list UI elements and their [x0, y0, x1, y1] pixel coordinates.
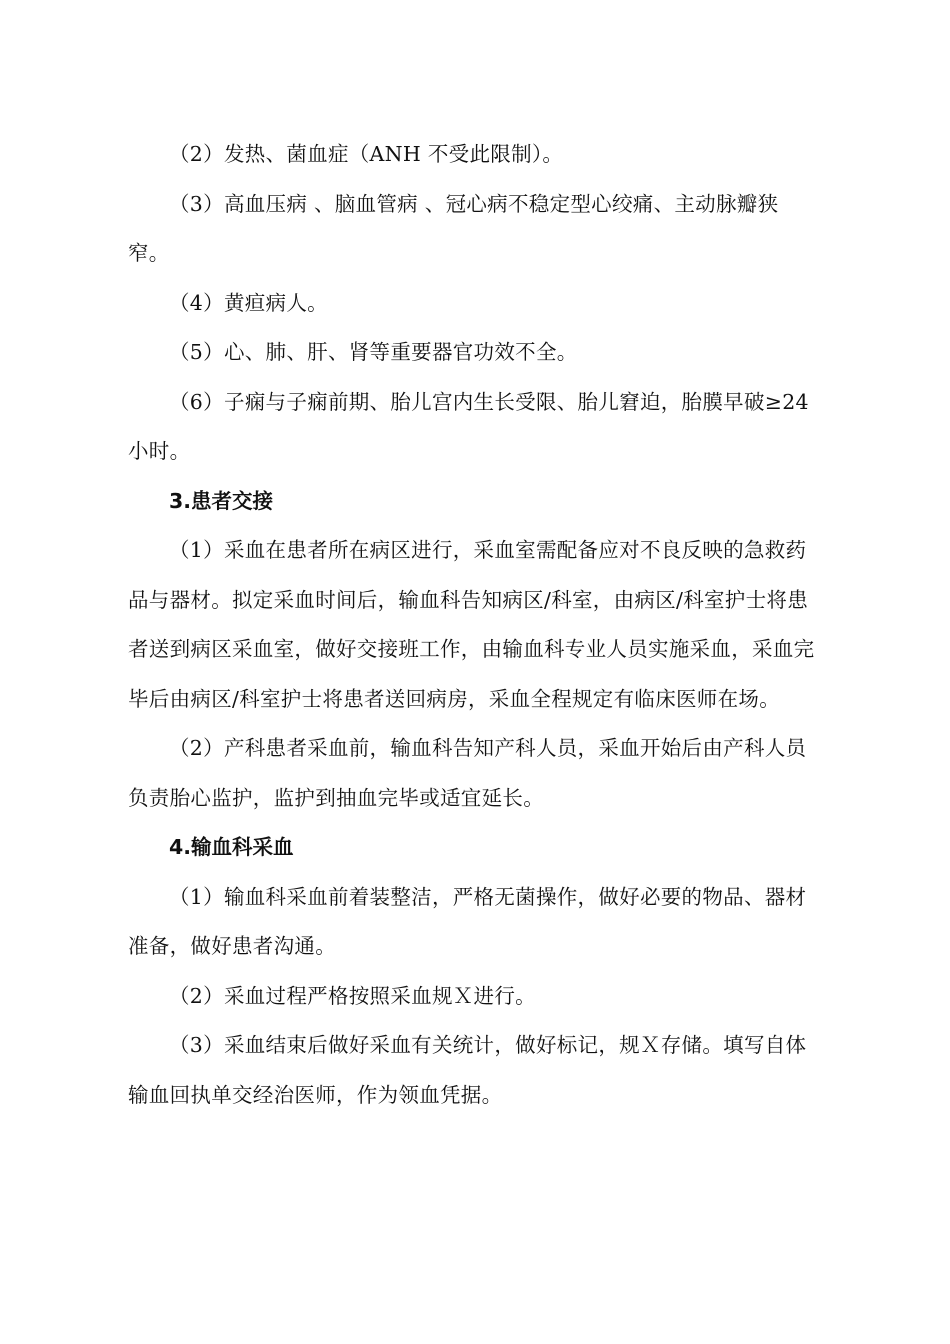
paragraph-contraindication-2: （2）发热、菌血症（ANH 不受此限制）。 — [169, 142, 564, 166]
section-heading-patient-handover: 3.患者交接 — [169, 488, 274, 513]
paragraph-contraindication-3: （3）高血压病 、脑血管病 、冠心病不稳定型心绞痛、主动脉瓣狭窄。 — [128, 191, 779, 265]
paragraph-collection-1: （1）输血科采血前着装整洁，严格无菌操作，做好必要的物品、器材准备，做好患者沟通。 — [128, 884, 807, 958]
paragraph-contraindication-5: （5）心、肺、肝、肾等重要器官功效不全。 — [169, 340, 578, 364]
paragraph-contraindication-4: （4）黄疸病人。 — [169, 290, 328, 315]
paragraph-handover-2: （2）产科患者采血前，输血科告知产科人员，采血开始后由产科人员负责胎心监护，监护到抽血完毕或适宜延长。 — [128, 736, 807, 810]
paragraph-contraindication-6: （6）子痫与子痫前期、胎儿宫内生长受限、胎儿窘迫，胎膜早破≥24 小时。 — [128, 389, 809, 463]
paragraph-collection-3: （3）采血结束后做好采血有关统计，做好标记，规Ｘ存储。填写自体输血回执单交经治医师，作为领血凭据。 — [128, 1033, 807, 1107]
section-heading-blood-collection: 4.输血科采血 — [169, 835, 294, 859]
document-body — [128, 130, 818, 1120]
paragraph-collection-2: （2）采血过程严格按照采血规Ｘ进行。 — [169, 983, 536, 1008]
paragraph-handover-1: （1）采血在患者所在病区进行，采血室需配备应对不良反映的急救药品与器材。拟定采血时间后，输血科告知病区/科室，由病区/科室护士将患者送到病区采血室，做好交接班工作，由输血科专业人员实施采血，采血完毕后由病区/科室护士将患者送回病房，采血全程规定有临床医师在场。 — [128, 538, 815, 711]
